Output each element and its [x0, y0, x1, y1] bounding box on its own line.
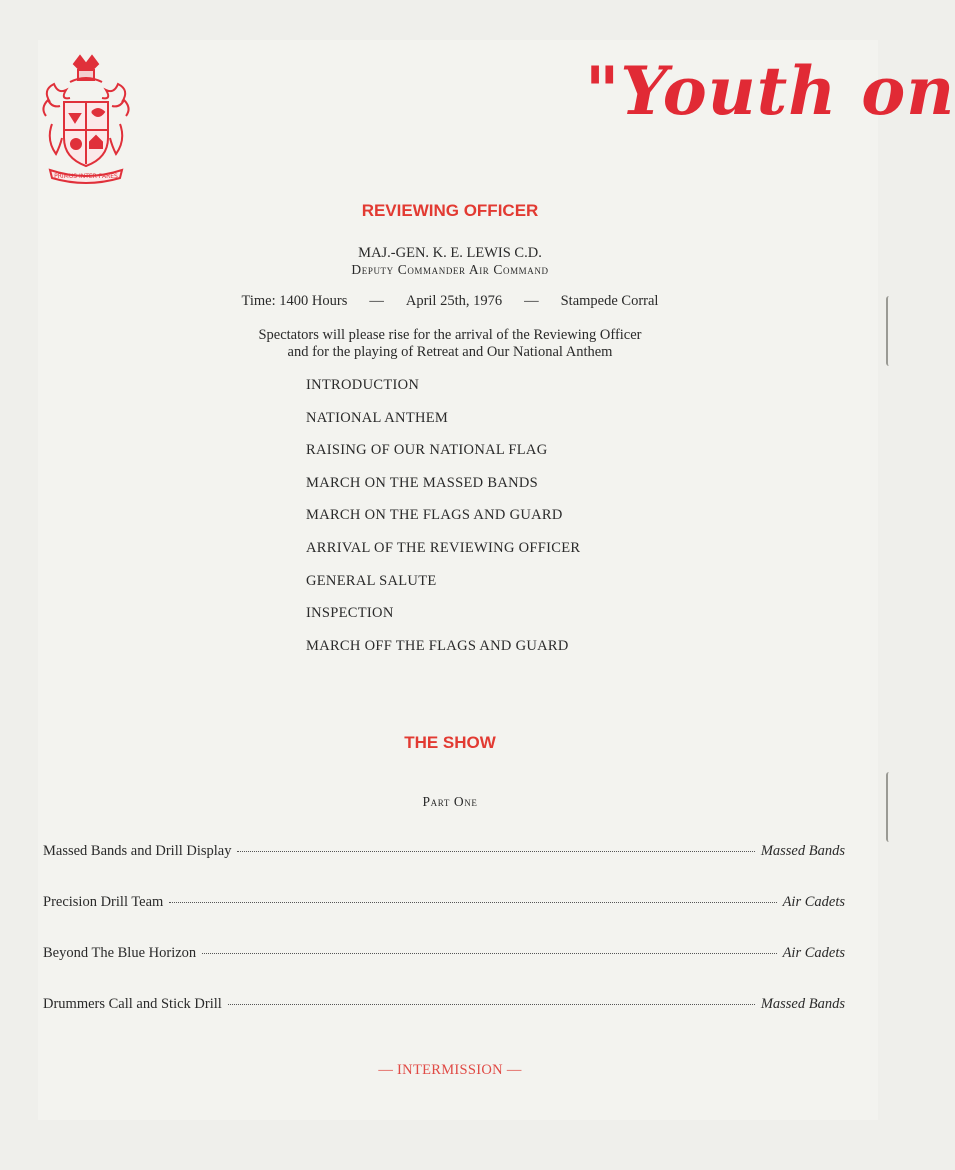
program-item: INTRODUCTION [306, 377, 420, 393]
event-venue: Stampede Corral [560, 293, 659, 309]
reviewing-officer-heading: REVIEWING OFFICER [361, 201, 539, 220]
act-performer: Massed Bands [760, 996, 845, 1012]
separator: — [369, 293, 384, 309]
act-row [43, 894, 845, 945]
coat-of-arms-icon [40, 54, 132, 184]
act-row [43, 843, 845, 894]
dot-leader [228, 1003, 755, 1005]
intermission-label: — INTERMISSION — [378, 1062, 522, 1078]
spectator-notice-line2: and for the playing of Retreat and Our National Anthem [287, 344, 613, 360]
act-title: Beyond The Blue Horizon [43, 945, 197, 961]
act-title: Massed Bands and Drill Display [43, 843, 232, 859]
program-item: ARRIVAL OF THE REVIEWING OFFICER [306, 539, 581, 556]
banner-title: "Youth on [585, 52, 955, 130]
act-performer: Air Cadets [782, 894, 845, 910]
program-item: RAISING OF OUR NATIONAL FLAG [306, 442, 548, 459]
dot-leader [202, 952, 776, 954]
program-item: INSPECTION [306, 605, 394, 622]
part-label: Part One [422, 794, 478, 809]
program-list [306, 376, 580, 669]
crest-motto: PRIMUS INTER PARES [54, 173, 118, 180]
act-performer: Massed Bands [760, 843, 845, 859]
program-item: MARCH ON THE MASSED BANDS [306, 474, 539, 491]
program-item: NATIONAL ANTHEM [306, 409, 449, 426]
act-row [43, 945, 845, 996]
officer-name: MAJ.-GEN. K. E. LEWIS C.D. [358, 245, 542, 261]
act-title: Drummers Call and Stick Drill [43, 996, 222, 1012]
dot-leader [237, 850, 754, 852]
officer-title: Deputy Commander Air Command [351, 262, 549, 277]
event-date: April 25th, 1976 [405, 293, 503, 309]
binder-clip-icon [886, 296, 894, 366]
event-time: Time: 1400 Hours [241, 293, 348, 309]
binder-clip-icon [886, 772, 894, 842]
time-row [0, 293, 900, 310]
dot-leader [169, 901, 776, 903]
act-performer: Air Cadets [782, 945, 845, 961]
act-list [43, 843, 845, 1047]
separator: — [524, 293, 539, 309]
program-item: MARCH OFF THE FLAGS AND GUARD [306, 637, 569, 654]
act-title: Precision Drill Team [43, 894, 164, 910]
program-item: MARCH ON THE FLAGS AND GUARD [306, 507, 563, 524]
the-show-heading: THE SHOW [404, 733, 496, 752]
act-row [43, 996, 845, 1047]
program-item: GENERAL SALUTE [306, 572, 437, 589]
spectator-notice-line1: Spectators will please rise for the arrival of the Reviewing Officer [258, 327, 642, 343]
